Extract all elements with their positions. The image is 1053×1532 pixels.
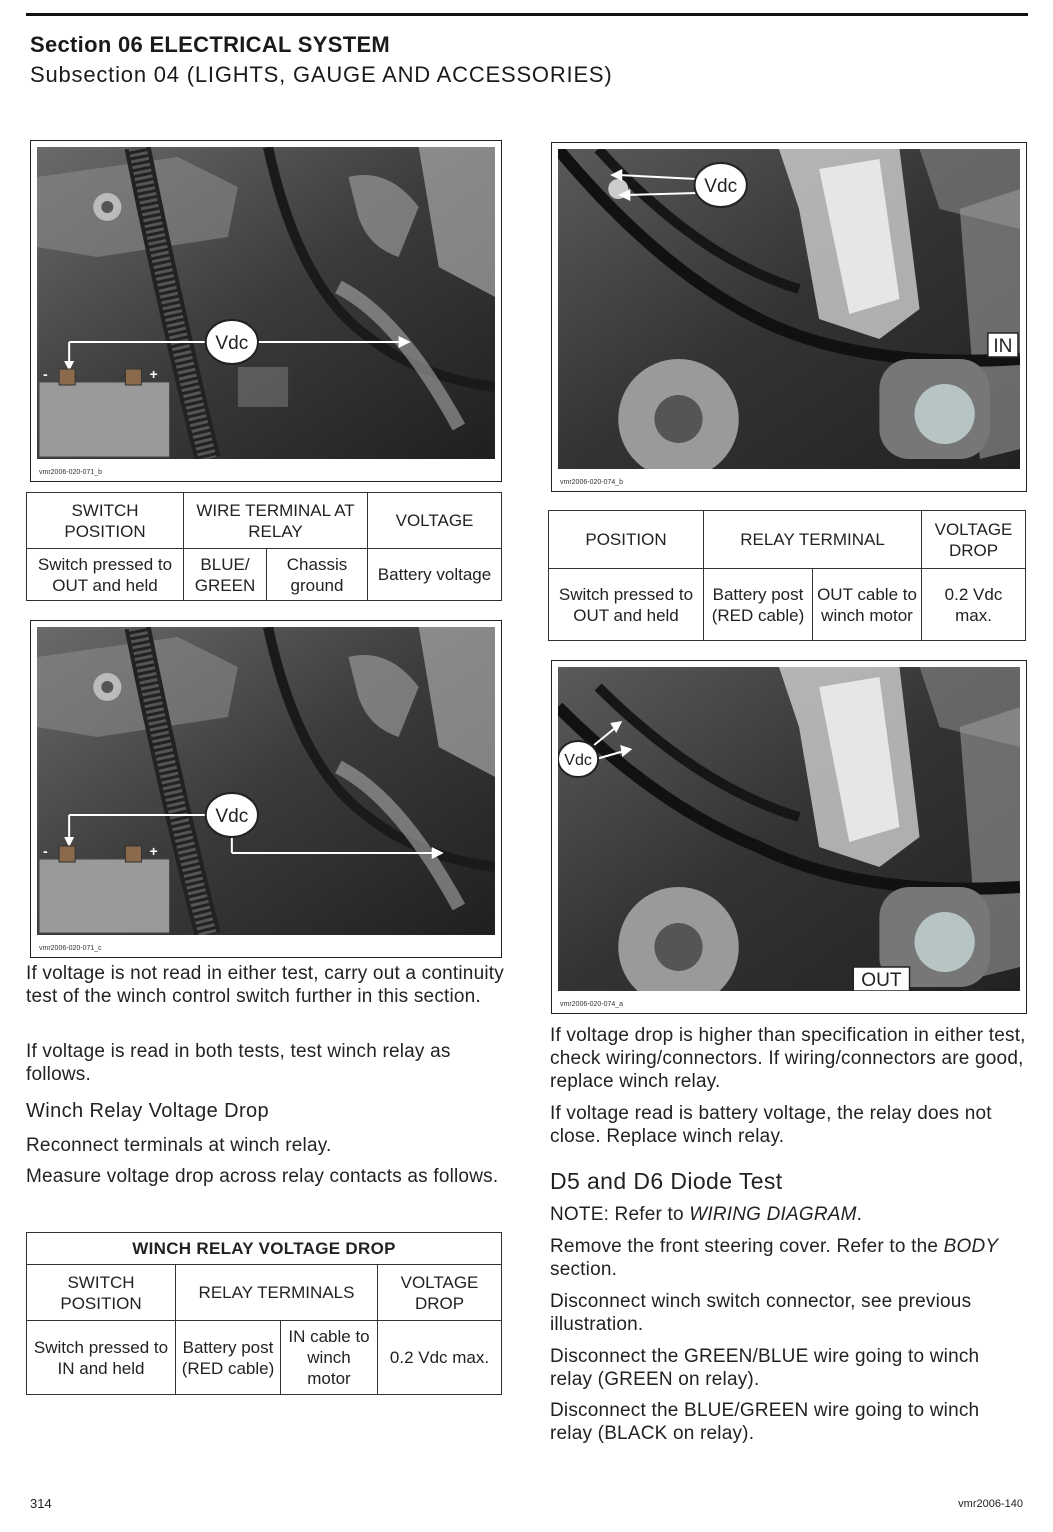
photo-relay-in xyxy=(551,142,1027,492)
engine-photo-4 xyxy=(558,667,1020,991)
photo-battery-test-1 xyxy=(30,140,502,482)
vdc-label: Vdc xyxy=(564,751,592,769)
photo-caption: vmr2006-020-074_a xyxy=(560,1001,624,1008)
header-rule xyxy=(26,13,1028,16)
svg-text:+: + xyxy=(149,366,158,382)
header-switch-position: SWITCH POSITION xyxy=(27,1265,176,1321)
header-relay-terminal: RELAY TERMINAL xyxy=(704,511,922,569)
photo-battery-test-2 xyxy=(30,620,502,958)
svg-text:-: - xyxy=(43,843,48,859)
cell-ground: Chassis ground xyxy=(267,549,368,601)
header-wire-terminal: WIRE TERMINAL AT RELAY xyxy=(184,493,368,549)
photo-caption: vmr2006-020-074_b xyxy=(560,479,624,486)
engine-photo-1 xyxy=(37,147,495,459)
cell-battery-post: Battery post (RED cable) xyxy=(176,1321,281,1395)
header-voltage-drop: VOLTAGE DROP xyxy=(378,1265,502,1321)
note-prefix: NOTE: Refer to xyxy=(550,1204,690,1225)
cell-switch-position: Switch pressed to IN and held xyxy=(27,1321,176,1395)
note-wiring-diagram xyxy=(550,1203,1026,1226)
header-voltage-drop: VOLTAGE DROP xyxy=(922,511,1026,569)
body-reference: BODY xyxy=(943,1236,999,1257)
photo-caption: vmr2006-020-071_b xyxy=(39,469,103,476)
heading-diode-test: D5 and D6 Diode Test xyxy=(550,1168,783,1194)
vdc-label: Vdc xyxy=(215,806,249,827)
header-position: POSITION xyxy=(549,511,704,569)
vdc-label: Vdc xyxy=(215,333,249,354)
cell-voltage-drop: 0.2 Vdc max. xyxy=(378,1321,502,1395)
cell-switch-position: Switch pressed to OUT and held xyxy=(27,549,184,601)
switch-voltage-table xyxy=(26,492,502,601)
cell-wire-terminal: BLUE/ GREEN xyxy=(184,549,267,601)
engine-photo-3 xyxy=(558,149,1020,469)
cell-switch-position: Switch pressed to OUT and held xyxy=(549,569,704,641)
page-number: 314 xyxy=(30,1496,52,1511)
svg-text:-: - xyxy=(43,366,48,382)
subsection-title: Subsection 04 (LIGHTS, GAUGE AND ACCESSORIES) xyxy=(30,62,613,87)
paragraph-disconnect-blue-green: Disconnect the BLUE/GREEN wire going to winch relay (BLACK on relay). xyxy=(550,1400,980,1444)
paragraph-no-voltage: If voltage is not read in either test, carry out a continuity test of the winch control switch further in this section. xyxy=(26,963,504,1007)
paragraph-remove-cover xyxy=(550,1235,1026,1281)
engine-photo-2 xyxy=(37,627,495,935)
paragraph-voltage-read: If voltage is read in both tests, test winch relay as follows. xyxy=(26,1041,451,1085)
note-suffix: . xyxy=(856,1204,863,1225)
document-code: vmr2006-140 xyxy=(958,1498,1023,1510)
cell-in-cable: IN cable to winch motor xyxy=(281,1321,378,1395)
photo-relay-out xyxy=(551,660,1027,1014)
paragraph-reconnect: Reconnect terminals at winch relay. xyxy=(26,1135,332,1156)
in-tag: IN xyxy=(993,336,1013,357)
remove-cover-prefix: Remove the front steering cover. Refer to the xyxy=(550,1236,944,1257)
table-title: WINCH RELAY VOLTAGE DROP xyxy=(27,1233,502,1265)
cell-battery-post: Battery post (RED cable) xyxy=(704,569,813,641)
paragraph-disconnect-green-blue: Disconnect the GREEN/BLUE wire going to winch relay (GREEN on relay). xyxy=(550,1346,980,1390)
heading-winch-relay-voltage-drop: Winch Relay Voltage Drop xyxy=(26,1100,270,1122)
cell-voltage: Battery voltage xyxy=(368,549,502,601)
note-reference: WIRING DIAGRAM xyxy=(689,1204,857,1225)
svg-text:+: + xyxy=(149,843,158,859)
paragraph-voltage-drop-higher: If voltage drop is higher than specification in either test, check wiring/connectors. If wiring/connectors are good, replace winch relay. xyxy=(550,1025,1026,1092)
paragraph-disconnect-switch: Disconnect winch switch connector, see previous illustration. xyxy=(550,1291,972,1335)
paragraph-measure: Measure voltage drop across relay contacts as follows. xyxy=(26,1166,499,1187)
remove-cover-suffix: section. xyxy=(550,1259,618,1280)
cell-out-cable: OUT cable to winch motor xyxy=(813,569,922,641)
vdc-label: Vdc xyxy=(704,176,738,197)
cell-voltage-drop: 0.2 Vdc max. xyxy=(922,569,1026,641)
photo-caption: vmr2006-020-071_c xyxy=(39,945,102,952)
paragraph-battery-voltage: If voltage read is battery voltage, the relay does not close. Replace winch relay. xyxy=(550,1103,992,1147)
header-switch-position: SWITCH POSITION xyxy=(27,493,184,549)
out-tag: OUT xyxy=(861,970,902,991)
section-title: Section 06 ELECTRICAL SYSTEM xyxy=(30,32,391,57)
winch-relay-voltage-drop-table xyxy=(26,1232,502,1395)
header-relay-terminals: RELAY TERMINALS xyxy=(176,1265,378,1321)
relay-out-voltage-drop-table xyxy=(548,510,1026,641)
header-voltage: VOLTAGE xyxy=(368,493,502,549)
